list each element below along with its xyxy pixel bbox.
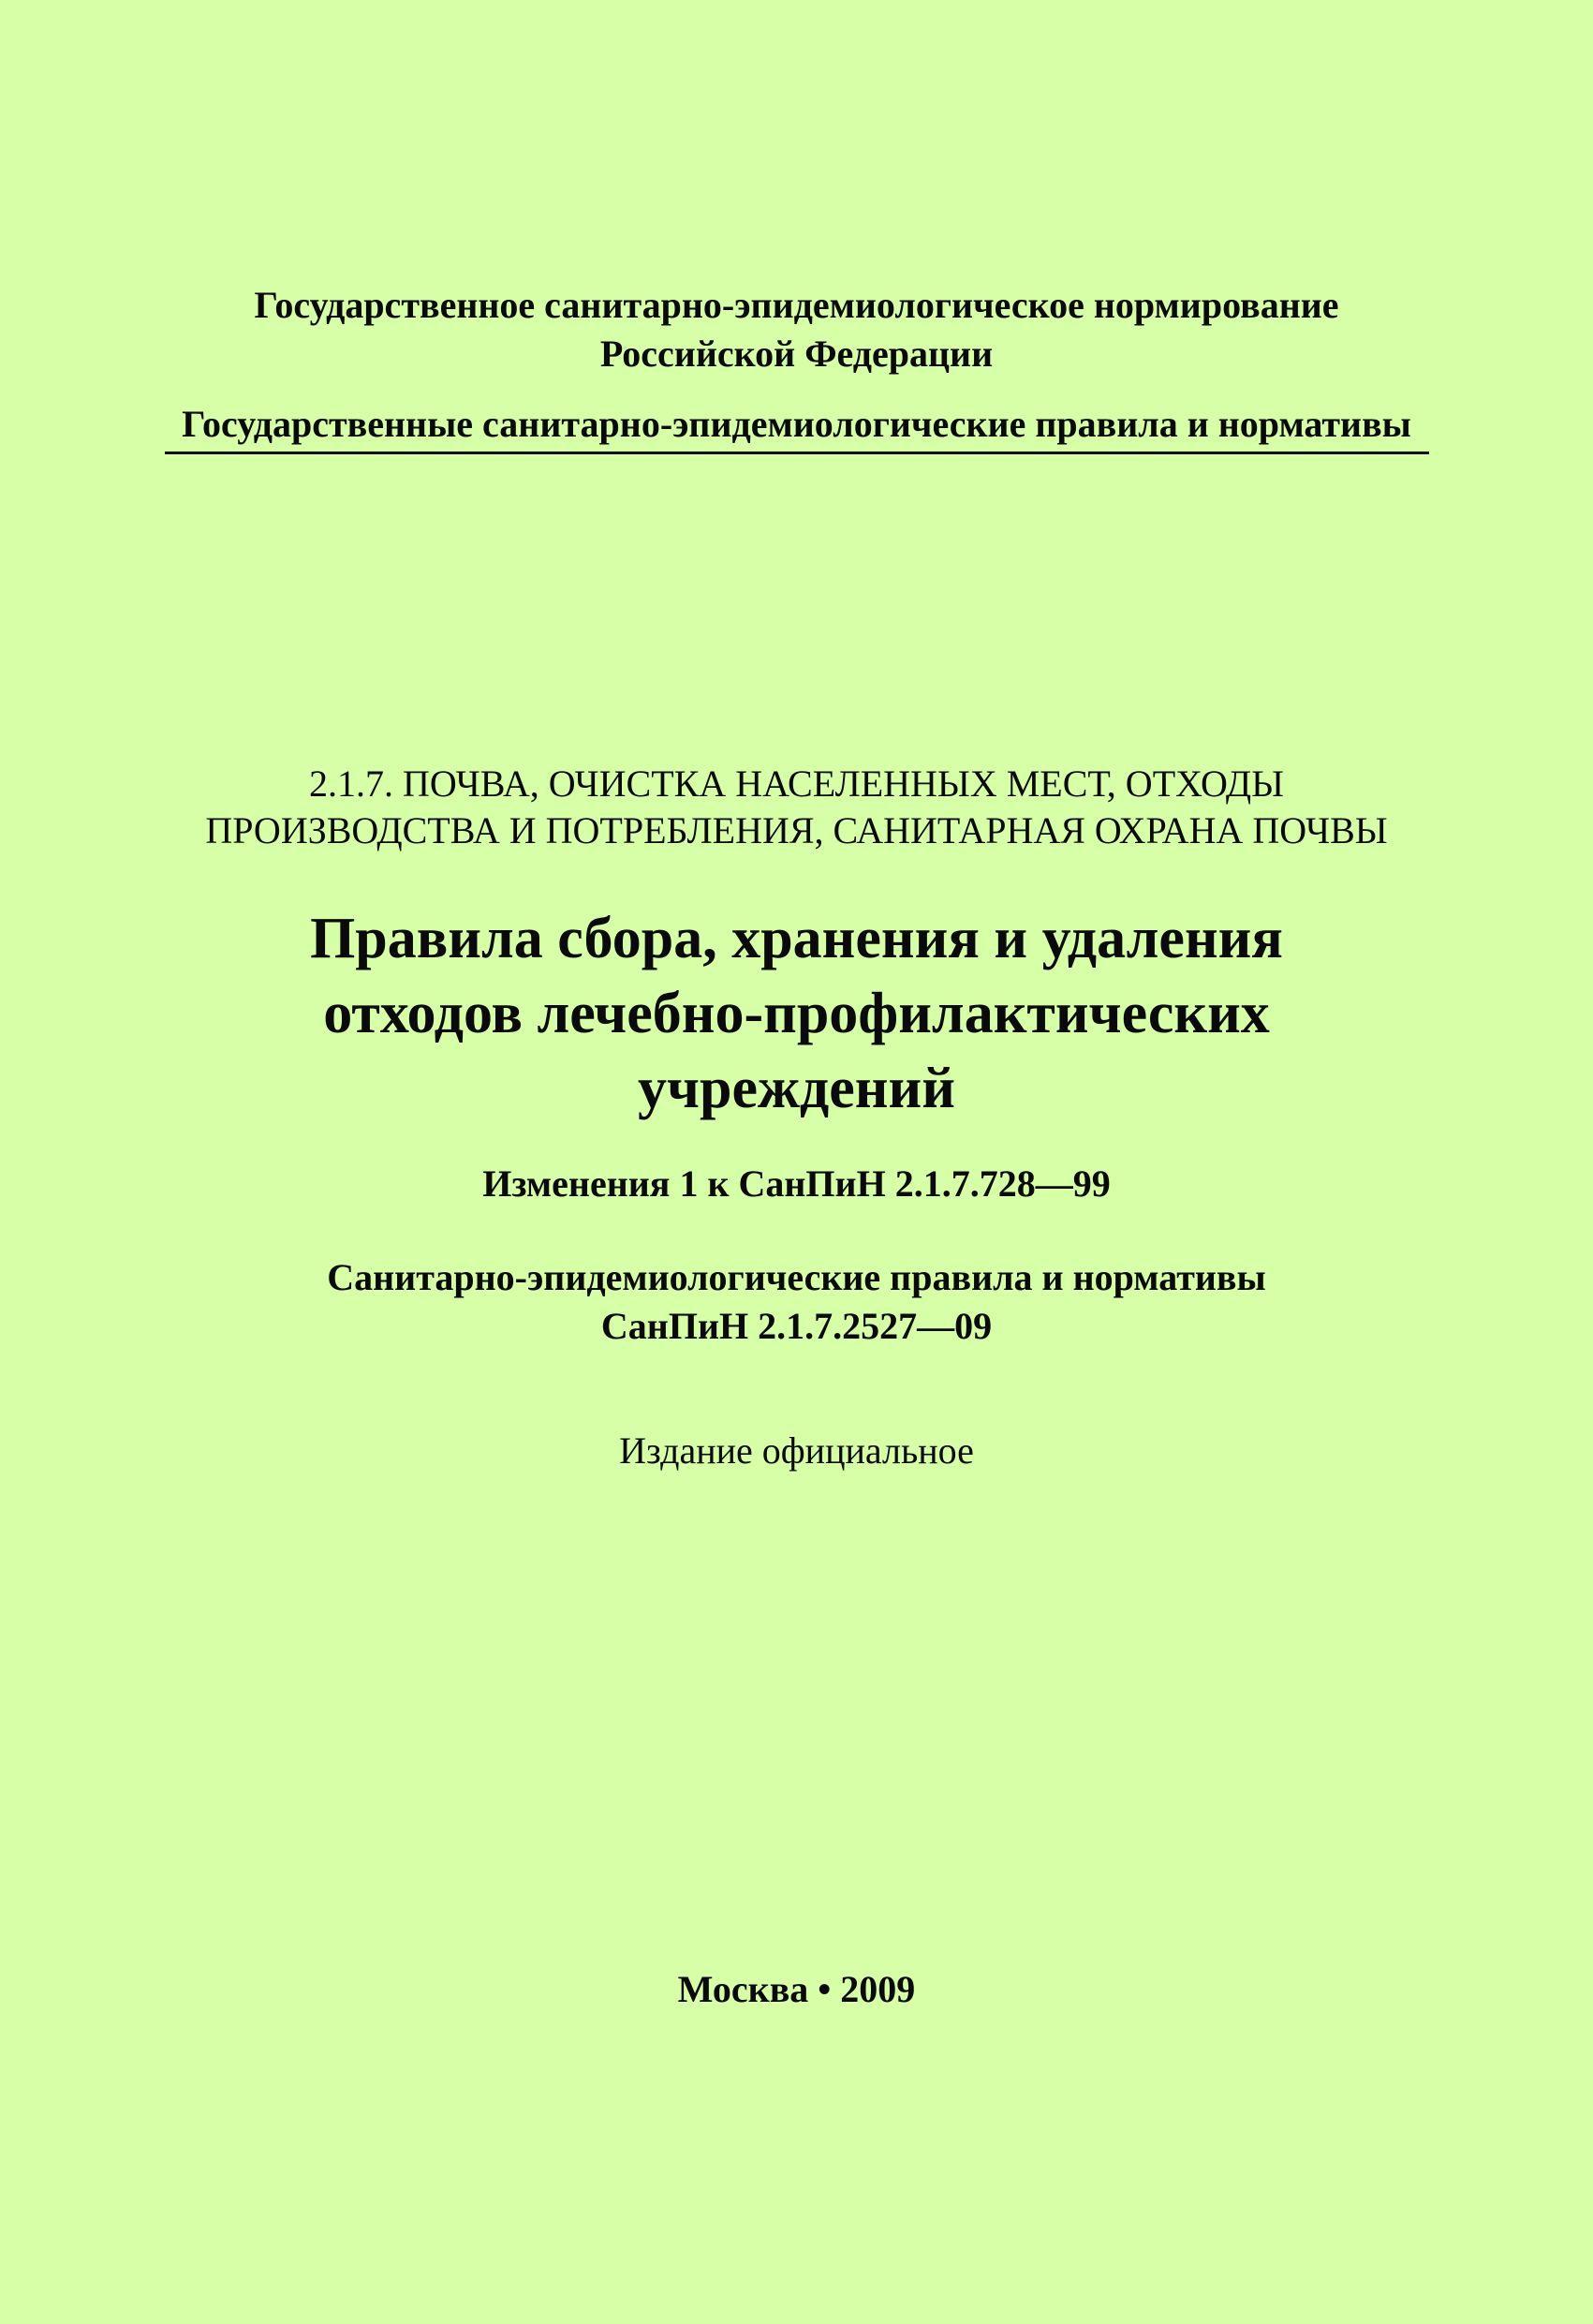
header-line-1: Государственное санитарно-эпидемиологическое нормирование <box>254 284 1339 326</box>
amendment-text: Изменения 1 к СанПиН 2.1.7.728—99 <box>482 1162 1111 1205</box>
section-heading-line-1: 2.1.7. ПОЧВА, ОЧИСТКА НАСЕЛЕННЫХ МЕСТ, ОТХОДЫ <box>308 762 1285 805</box>
document-title-line-3: учреждений <box>638 1057 955 1120</box>
edition-text: Издание официальное <box>619 1429 974 1472</box>
publication-imprint <box>0 1965 1593 2014</box>
amendment-subtitle <box>0 1160 1593 1208</box>
section-heading-line-2: ПРОИЗВОДСТВА И ПОТРЕБЛЕНИЯ, САНИТАРНАЯ ОХРАНА ПОЧВЫ <box>205 809 1388 851</box>
document-title <box>0 901 1593 1126</box>
rules-designation <box>0 1253 1593 1351</box>
series-title <box>0 400 1593 449</box>
edition-note <box>0 1427 1593 1475</box>
issuing-authority-header <box>0 281 1593 378</box>
rules-designation-line-1: Санитарно-эпидемиологические правила и нормативы <box>327 1256 1266 1298</box>
document-title-line-1: Правила сбора, хранения и удаления <box>310 907 1283 970</box>
rules-designation-line-2: СанПиН 2.1.7.2527—09 <box>600 1305 993 1347</box>
header-line-2: Российской Федерации <box>599 333 994 375</box>
imprint-text: Москва • 2009 <box>677 1968 916 2010</box>
series-title-text: Государственные санитарно-эпидемиологические правила и нормативы <box>182 403 1411 445</box>
section-heading <box>0 761 1593 854</box>
series-underline <box>165 451 1429 454</box>
document-title-line-2: отходов лечебно-профилактических <box>323 982 1270 1045</box>
